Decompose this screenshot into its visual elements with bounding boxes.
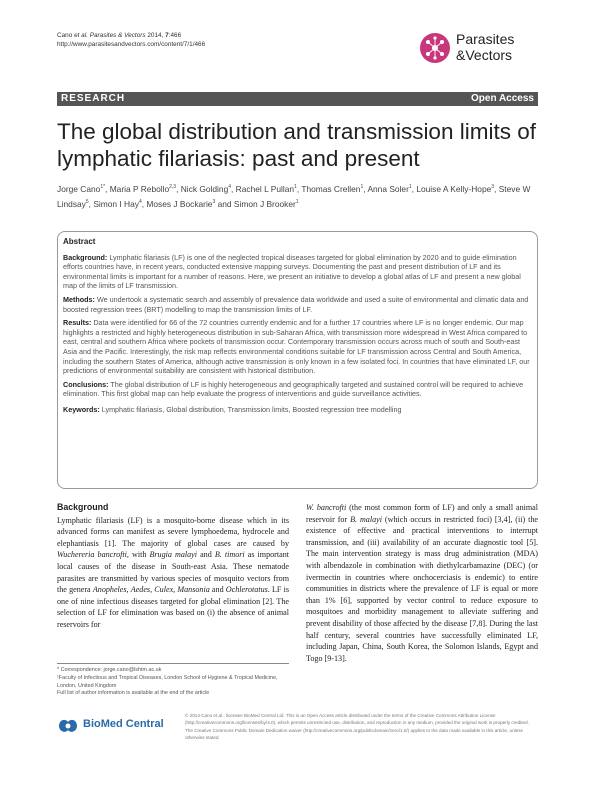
section-bar <box>57 92 538 106</box>
body-text: (which occurs in restricted foci) [3,4], (ii) the existence of effective and practical interventions to interrupt transmission, and (iii) availability of an accurate diagnostic tool [5]. The main intervention strategy is mass drug administration (MDA) with albendazole in combination with diethylcarbamazine (DEC) (or ivermectin in countries where onchocerciasis is endemic) to entire communities in districts where the prevalence of LF is equal or more than 1% [6], supported by vector control to reduce exposure to mosquitoes and morbidity management to alleviate suffering and prevent disability of those affected by the disease [7,8]. During the last half century, several countries have successfully eliminated LF, including Japan, China, South Korea, the Solomon Islands, Egypt and Togo [9-13]. <box>306 514 539 663</box>
citation-authors: Cano <box>57 32 75 39</box>
body-paragraph <box>306 502 538 664</box>
publisher-emblem-icon <box>57 717 79 735</box>
section-label: RESEARCH <box>61 93 126 104</box>
species-name: Anopheles <box>92 585 127 595</box>
body-text: , with <box>126 550 150 560</box>
author-name: Anna Soler <box>367 183 409 194</box>
author-affiliation-mark: 4 <box>228 184 232 190</box>
body-text: Lymphatic filariasis (LF) is a mosquito-borne disease which in its advanced forms can manifest as severe lymphoedema, hydrocele and elephantiasis [1]. The majority of global cases are caused by <box>57 515 289 548</box>
author-name: Moses J Bockarie <box>146 198 213 209</box>
species-name: B. malayi <box>350 514 382 524</box>
citation-line <box>57 31 205 40</box>
author-name: Jorge Cano <box>57 183 101 194</box>
abstract-results: Results: Data were identified for 66 of the 72 countries currently endemic and for a further 17 countries where LF is no longer endemic. Our map highlights a restricted and highly heterogeneous distribution in sub-Saharan Africa, with transmission more widespread in West Africa compared to east, central and southern Africa where pockets of transmission occur. Contemporary transmission occurs across much of south and South-east Asia and the Pacific. Interestingly, the risk map reflects environmental conditions suitable for LF transmission across Central and South America, including the southern States of America, although active transmission is only known in a few isolated foci. In countries that have eliminated LF, our predictions of environmental suitability are consistent with historical distribution. <box>63 318 530 376</box>
article-url[interactable]: http://www.parasitesandvectors.com/content/7/1/466 <box>57 41 206 48</box>
author-name: Louise A Kelly-Hope <box>416 183 492 194</box>
author-name: Steve W Lindsay <box>57 183 531 209</box>
author-affiliation-mark: 1 <box>360 184 364 190</box>
correspondence[interactable]: * Correspondence: jorge.cano@lshtm.ac.uk <box>57 667 162 673</box>
citation-article: :466 <box>168 32 182 39</box>
body-text: as important local causes of the disease in South-east Asia. These nematode parasites are transmitted by various species of mosquito vectors from the genera <box>57 550 290 595</box>
footnote-divider <box>57 663 289 664</box>
journal-name-line1: Parasites <box>456 31 515 47</box>
body-text: , <box>150 585 155 595</box>
species-name: Culex <box>154 585 174 595</box>
author-conjunction: and <box>215 198 234 209</box>
author-info-note: Full list of author information is available at the end of the article <box>57 690 210 697</box>
body-text: (the most common form of LF) and only a small animal reservoir for <box>306 503 539 524</box>
author-name: Thomas Crellen <box>301 183 361 194</box>
abstract-background: Background: Lymphatic filariasis (LF) is one of the neglected tropical diseases targeted for global elimination by 2020 and to guide elimination efforts countries have, in recent years, conducted extensive mapping surveys. Documenting the past and present distribution of LF and its environmental limits is important for a number of reasons. Here, we present an initiative to develop a global atlas of LF and present a new global map of the limits of LF transmission. <box>63 252 521 291</box>
species-name: Aedes <box>130 585 151 595</box>
author-name: Simon J Brooker <box>233 198 296 209</box>
species-name: Ochlerotatus <box>225 585 268 595</box>
affiliation: ¹Faculty of Infectious and Tropical Diseases, London School of Hygiene & Tropical Medicine, London, United Kingdom <box>57 674 278 689</box>
author-name: Maria P Rebollo <box>109 183 170 194</box>
body-text: . LF is one of nine infectious diseases targeted for global elimination [2]. The selection of LF for elimination was based on (i) the absence of animal reservoirs for <box>57 585 289 629</box>
body-text: and <box>209 585 226 595</box>
abstract-keywords: Keywords: Lymphatic filariasis, Global distribution, Transmission limits, Boosted regression tree modelling <box>63 404 402 414</box>
body-text: , <box>173 585 178 595</box>
author-list: Jorge Cano$^{1*}$, Maria P Rebollo$^{2,3}$, Nick Golding$^4$, Rachel L Pullan$^1$, Thomas Crellen$^1$, Anna Soler$^1$, Louise A Kelly-Hope$^3$, Steve W Lindsay$^5$, Simon I Hay$^4$, Moses J Bockarie$^3$ and Simon J Brooker$^1$ <box>57 183 531 209</box>
body-column-right <box>306 502 538 664</box>
author-affiliation-mark: 1* <box>100 184 106 190</box>
author-affiliation-mark: 1 <box>408 184 412 190</box>
abstract-methods: Methods: We undertook a systematic search and assembly of prevalence data worldwide and used a suite of environmental and climatic data and boosted regression trees (BRT) modelling to map the transmission limits of LF. <box>63 294 529 314</box>
section-heading: Background <box>57 502 109 512</box>
author-affiliation-mark: 3 <box>212 198 216 205</box>
author-affiliation-mark: 1 <box>295 198 299 205</box>
author-affiliation-mark: 4 <box>138 198 142 205</box>
species-name: Mansonia <box>177 585 210 595</box>
publisher-logo <box>57 716 177 736</box>
license-text: © 2014 Cano et al.; licensee BioMed Central Ltd. This is an Open Access article distributed under the terms of the Creative Commons Attribution License (http://creativecommons.org/licenses/by/4.0), which permits unrestricted use, distribution, and reproduction in any medium, provided the original work is properly credited. The Creative Commons Public Domain Dedication waiver (http://creativecommons.org/publicdomain/zero/1.0/) applies to the data made available in this article, unless otherwise stated. <box>185 713 529 741</box>
author-name: Nick Golding <box>180 183 229 194</box>
abstract-heading: Abstract <box>63 237 96 246</box>
author-affiliation-mark: 3 <box>491 184 495 190</box>
citation-etal: et al. <box>74 32 88 39</box>
body-text: , <box>126 585 131 595</box>
abstract-conclusions: Conclusions: The global distribution of LF is highly heterogeneous and geographically targeted and sustained control will be required to achieve elimination. This first global map can help evaluate the progress of interventions and guide surveillance activities. <box>63 379 524 399</box>
running-header <box>57 31 205 49</box>
body-text: and <box>197 550 215 560</box>
citation-journal: Parasites & Vectors <box>87 32 146 39</box>
article-title: The global distribution and transmission limits of lymphatic filariasis: past and present <box>57 119 536 171</box>
author-affiliation-mark: 1 <box>294 184 297 190</box>
citation-volume: 7 <box>165 32 169 39</box>
journal-emblem-icon <box>418 31 452 65</box>
author-name: Simon I Hay <box>93 198 139 209</box>
footnotes <box>57 667 289 698</box>
author-affiliation-mark: 5 <box>85 198 89 205</box>
species-name: W. bancrofti <box>306 503 347 512</box>
publisher-name: BioMed Central <box>83 718 164 730</box>
journal-name-line2: &Vectors <box>456 47 513 63</box>
author-affiliation-mark: 2,3 <box>169 184 177 190</box>
author-name: Rachel L Pullan <box>235 183 295 194</box>
journal-name <box>456 31 514 63</box>
species-name: Brugia malayi <box>149 550 198 560</box>
species-name: B. timori <box>214 550 245 560</box>
body-paragraph <box>57 515 289 631</box>
journal-logo <box>418 29 538 69</box>
body-column-left <box>57 502 289 631</box>
open-access-label: Open Access <box>471 93 534 104</box>
citation-year: 2014, <box>145 32 166 39</box>
abstract-box <box>57 231 538 489</box>
species-name: Wuchereria bancrofti <box>57 550 127 560</box>
